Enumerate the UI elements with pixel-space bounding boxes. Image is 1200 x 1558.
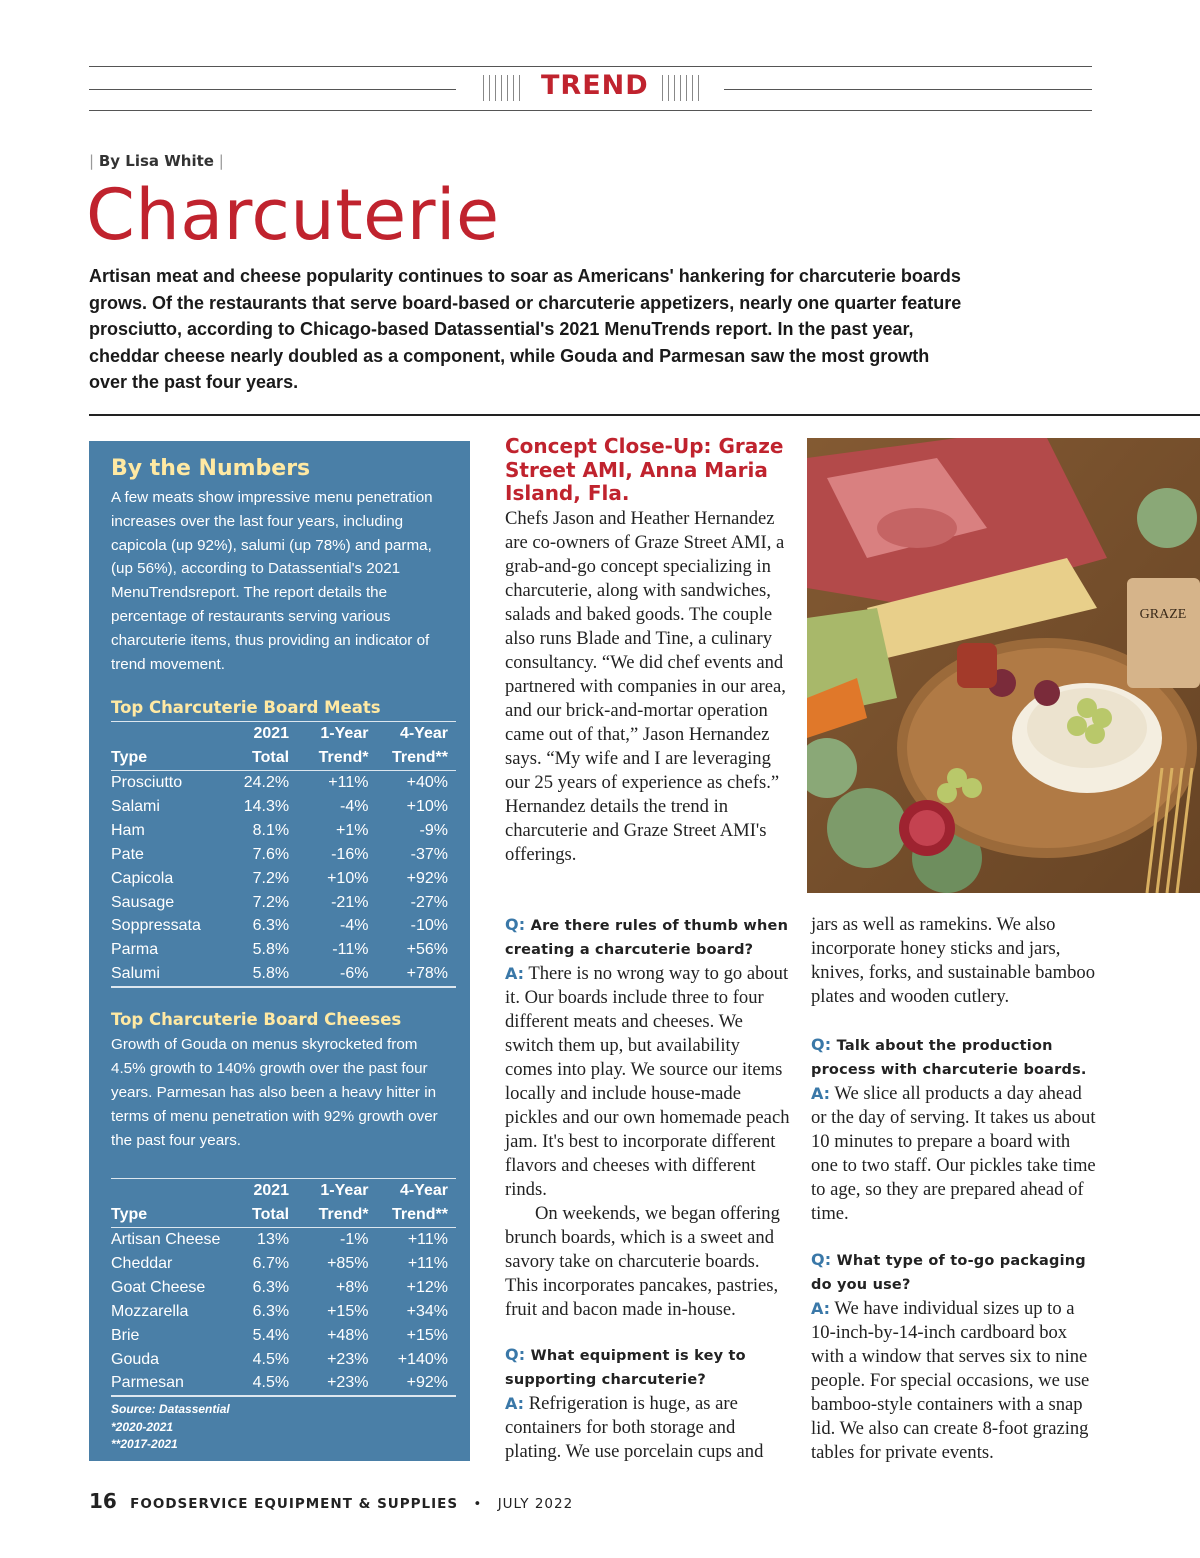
cell-type: Salami [111, 797, 160, 815]
cheeses-table [111, 1178, 456, 1397]
cell-1yr-trend: -6% [340, 965, 369, 983]
cell-total: 13% [257, 1231, 290, 1248]
answer-text: We have individual sizes up to a 10-inch-by-14-inch cardboard box with a window that serves six to nine people. For special occasions, we use bamboo-style containers with a snap lid. We also can create 8-foot grazing tables for private events. [811, 1298, 1090, 1463]
cell-1yr-trend: +1% [335, 821, 369, 839]
cell-total: 7.2% [252, 893, 290, 911]
cell-1yr-trend: +15% [327, 1302, 369, 1320]
q-label: Q: [505, 1345, 526, 1364]
concept-intro: Chefs Jason and Heather Hernandez are co-owners of Graze Street AMI, a grab-and-go concept specializing in charcuterie, along with sandwiches, salads and baked goods. The couple also runs Blade and Tine, a culinary consultancy. “We did chef events and partnered with companies in our area, and our brick-and-mortar operation came out of that,” Jason Hernandez says. “My wife and I are leveraging our 25 years of experience as chefs.” Hernandez details the trend in charcuterie and Graze Street AMI's offerings. [505, 508, 786, 865]
cell-1yr-trend: -1% [340, 1231, 369, 1248]
col-header-1yr: Trend* [289, 1203, 368, 1228]
answer-text: There is no wrong way to go about it. Our boards include three to four different meats and cheeses. We switch them up, but availability comes into play. We source our items locally and include house-made pickles and our own homemade peach jam. It's best to incorporate different flavors and cheeses with different rinds. [505, 963, 790, 1200]
cell-4yr-trend: +15% [406, 1326, 448, 1344]
header-hatch-right [662, 75, 700, 101]
answer-2-continued-text: jars as well as ramekins. We also incorporate honey sticks and jars, knives, forks, and sustainable bamboo plates and wooden cutlery. [811, 914, 1096, 1007]
cell-type: Prosciutto [111, 774, 183, 791]
table-row [111, 962, 456, 987]
col-header-type: Type [111, 746, 233, 771]
header-line-left [89, 89, 456, 90]
table-row [111, 867, 456, 891]
question-text: Talk about the production process with charcuterie boards. [811, 1038, 1087, 1078]
cell-type: Sausage [111, 893, 175, 911]
cell-type: Artisan Cheese [111, 1231, 221, 1248]
cell-type: Parmesan [111, 1374, 184, 1392]
intro-paragraph: Artisan meat and cheese popularity continues to soar as Americans' hankering for charcuterie boards grows. Of the restaurants that serve board-based or charcuterie appetizers, nearly one quarter feature prosciutto, according to Chicago-based Datassential's 2021 MenuTrends report. In the past year, cheddar cheese nearly doubled as a component, while Gouda and Parmesan saw the most growth over the past four years. [89, 266, 962, 392]
table-row [111, 1252, 456, 1276]
cell-1yr-trend: +8% [335, 1278, 369, 1296]
col-header-1yr-top: 1-Year [320, 725, 369, 742]
cell-type: Goat Cheese [111, 1278, 206, 1296]
answer-2-continued [811, 913, 1096, 1009]
header-hatch-left [483, 75, 521, 101]
cell-1yr-trend: +85% [327, 1254, 369, 1272]
table-row [111, 938, 456, 962]
question-1 [505, 913, 790, 962]
cell-type: Cheddar [111, 1254, 173, 1272]
cell-total: 8.1% [252, 821, 290, 839]
a-label: A: [811, 1299, 831, 1318]
cheeses-table-title: Top Charcuterie Board Cheeses [111, 1010, 402, 1029]
cell-type: Salumi [111, 965, 160, 983]
table-row [111, 1300, 456, 1324]
cell-1yr-trend: -16% [331, 845, 369, 863]
table-row [111, 1324, 456, 1348]
cell-total: 7.6% [252, 845, 290, 863]
col-header-1yr: Trend* [289, 746, 368, 771]
cell-type: Gouda [111, 1350, 160, 1368]
answer-text: We slice all products a day ahead or the day of serving. It takes us about 10 minutes to prepare a board with one to two staff. Our pickles take time to age, so they are prepared ahead of time. [811, 1083, 1096, 1224]
publication-name: FOODSERVICE EQUIPMENT & SUPPLIES [130, 1496, 459, 1512]
answer-1 [505, 962, 790, 1202]
page-number: 16 [89, 1489, 117, 1513]
answer-2 [505, 1392, 790, 1464]
meats-table [111, 721, 456, 988]
page-title: Charcuterie [86, 174, 500, 256]
byline-author: By Lisa White [98, 152, 214, 170]
col-header-total: Total [233, 746, 289, 771]
col-header-1yr-top: 1-Year [320, 1182, 369, 1199]
cell-total: 6.3% [252, 1302, 290, 1320]
cell-type: Soppressata [111, 917, 201, 935]
col-header-total-top: 2021 [253, 1182, 290, 1199]
cell-1yr-trend: -4% [340, 797, 369, 815]
photo-sign-text: GRAZE [1139, 607, 1187, 622]
cheeses-text: Growth of Gouda on menus skyrocketed from 4.5% growth to 140% growth over the past four years. Parmesan has also been a heavy hitter in terms of menu penetration with 92% growth over the past four years. [111, 1036, 438, 1149]
cell-1yr-trend: -21% [331, 893, 369, 911]
col-header-4yr-top: 4-Year [399, 725, 448, 742]
q-label: Q: [811, 1250, 832, 1269]
cell-total: 5.8% [252, 941, 290, 959]
a-label: A: [505, 964, 525, 983]
cell-4yr-trend: +78% [406, 965, 448, 983]
question-4 [811, 1248, 1096, 1297]
sidebar-source [111, 1401, 230, 1454]
header-line-right [724, 89, 1092, 90]
cell-type: Brie [111, 1326, 140, 1344]
answer-text: Refrigeration is huge, as are containers for both storage and plating. We use porcelain cups and [505, 1393, 764, 1462]
cell-total: 7.2% [252, 869, 290, 887]
cell-1yr-trend: +11% [328, 774, 369, 791]
cell-4yr-trend: +92% [406, 869, 448, 887]
cell-4yr-trend: -27% [410, 893, 448, 911]
answer-1-continued: On weekends, we began offering brunch boards, which is a sweet and savory take on charcuterie boards. This incorporates pancakes, pastries, fruit and bacon made in-house. [505, 1203, 780, 1320]
cell-4yr-trend: +40% [406, 774, 448, 791]
a-label: A: [811, 1084, 831, 1103]
qa-block-1 [505, 913, 790, 1322]
table-row [111, 1276, 456, 1300]
cell-total: 5.4% [252, 1326, 290, 1344]
cell-total: 14.3% [243, 797, 290, 815]
section-label: TREND [541, 70, 649, 101]
cell-1yr-trend: +10% [327, 869, 369, 887]
cell-1yr-trend: -4% [340, 917, 369, 935]
source-note-4yr: **2017-2021 [111, 1437, 178, 1451]
cell-4yr-trend: +92% [406, 1374, 448, 1392]
cell-total: 4.5% [252, 1350, 290, 1368]
q-label: Q: [505, 915, 526, 934]
col-header-type-top [111, 1179, 233, 1204]
qa-block-4 [811, 1248, 1096, 1465]
cell-4yr-trend: -10% [410, 917, 448, 935]
table-row [111, 1348, 456, 1372]
footer-separator: • [473, 1496, 483, 1512]
issue-date: JULY 2022 [497, 1496, 574, 1512]
cell-4yr-trend: +140% [397, 1350, 448, 1368]
answer-3 [811, 1082, 1096, 1226]
table-row [111, 819, 456, 843]
intro-divider [89, 414, 1200, 416]
sidebar-text: A few meats show impressive menu penetration increases over the last four years, including capicola (up 92%), salumi (up 78%) and parma, (up 56%), according to Datassential's 2021 MenuTrendsreport. The report details the percentage of restaurants serving various charcuterie items, thus providing an indicator of trend movement. [111, 489, 433, 673]
byline: | By Lisa White | [89, 152, 224, 170]
cell-1yr-trend: -11% [332, 941, 369, 959]
table-row [111, 771, 456, 795]
table-row [111, 1371, 456, 1396]
a-label: A: [505, 1394, 525, 1413]
cell-total: 6.3% [252, 1278, 290, 1296]
col-header-4yr: Trend** [368, 1203, 456, 1228]
cell-1yr-trend: +23% [327, 1374, 369, 1392]
cell-1yr-trend: +23% [327, 1350, 369, 1368]
charcuterie-board-photo [807, 438, 1200, 893]
page-footer [89, 1489, 573, 1513]
cell-4yr-trend: +34% [406, 1302, 448, 1320]
question-text: Are there rules of thumb when creating a charcuterie board? [505, 918, 789, 958]
header-bottom-rule [89, 110, 1092, 111]
cell-type: Capicola [111, 869, 174, 887]
question-2 [505, 1343, 790, 1392]
cell-4yr-trend: +12% [406, 1278, 448, 1296]
by-the-numbers-sidebar [89, 441, 470, 1461]
cell-type: Mozzarella [111, 1302, 189, 1320]
answer-4 [811, 1297, 1096, 1465]
source-note-1yr: *2020-2021 [111, 1419, 174, 1434]
col-header-4yr: Trend** [368, 746, 456, 771]
meats-table-title: Top Charcuterie Board Meats [111, 698, 381, 717]
col-header-total: Total [233, 1203, 289, 1228]
sidebar-heading: By the Numbers [111, 456, 311, 481]
cell-total: 5.8% [252, 965, 290, 983]
col-header-4yr-top: 4-Year [399, 1182, 448, 1199]
table-row [111, 795, 456, 819]
cell-type: Pate [111, 845, 144, 863]
qa-block-3 [811, 1033, 1096, 1226]
cell-4yr-trend: +11% [407, 1254, 448, 1272]
cell-total: 4.5% [252, 1374, 290, 1392]
table-row [111, 843, 456, 867]
cell-1yr-trend: +48% [327, 1326, 369, 1344]
cell-total: 6.3% [252, 917, 290, 935]
col-header-type: Type [111, 1203, 233, 1228]
question-text: What equipment is key to supporting charcuterie? [505, 1348, 746, 1388]
question-3 [811, 1033, 1096, 1082]
cell-4yr-trend: +56% [406, 941, 448, 959]
top-rule [89, 66, 1092, 67]
cell-4yr-trend: +10% [406, 797, 448, 815]
cell-4yr-trend: +11% [407, 1231, 448, 1248]
source-line: Source: Datassential [111, 1402, 230, 1416]
q-label: Q: [811, 1035, 832, 1054]
question-text: What type of to-go packaging do you use? [811, 1253, 1086, 1293]
table-row [111, 914, 456, 938]
cell-type: Ham [111, 821, 145, 839]
concept-title: Concept Close-Up: Graze Street AMI, Anna Maria Island, Fla. [505, 434, 784, 505]
cell-type: Parma [111, 941, 159, 959]
cell-total: 24.2% [243, 774, 290, 791]
table-row [111, 891, 456, 915]
cell-total: 6.7% [252, 1254, 290, 1272]
cell-4yr-trend: -37% [410, 845, 448, 863]
qa-block-2 [505, 1343, 790, 1464]
col-header-total-top: 2021 [253, 725, 290, 742]
table-row [111, 1228, 456, 1252]
col-header-type-top [111, 722, 233, 747]
cell-4yr-trend: -9% [419, 821, 448, 839]
